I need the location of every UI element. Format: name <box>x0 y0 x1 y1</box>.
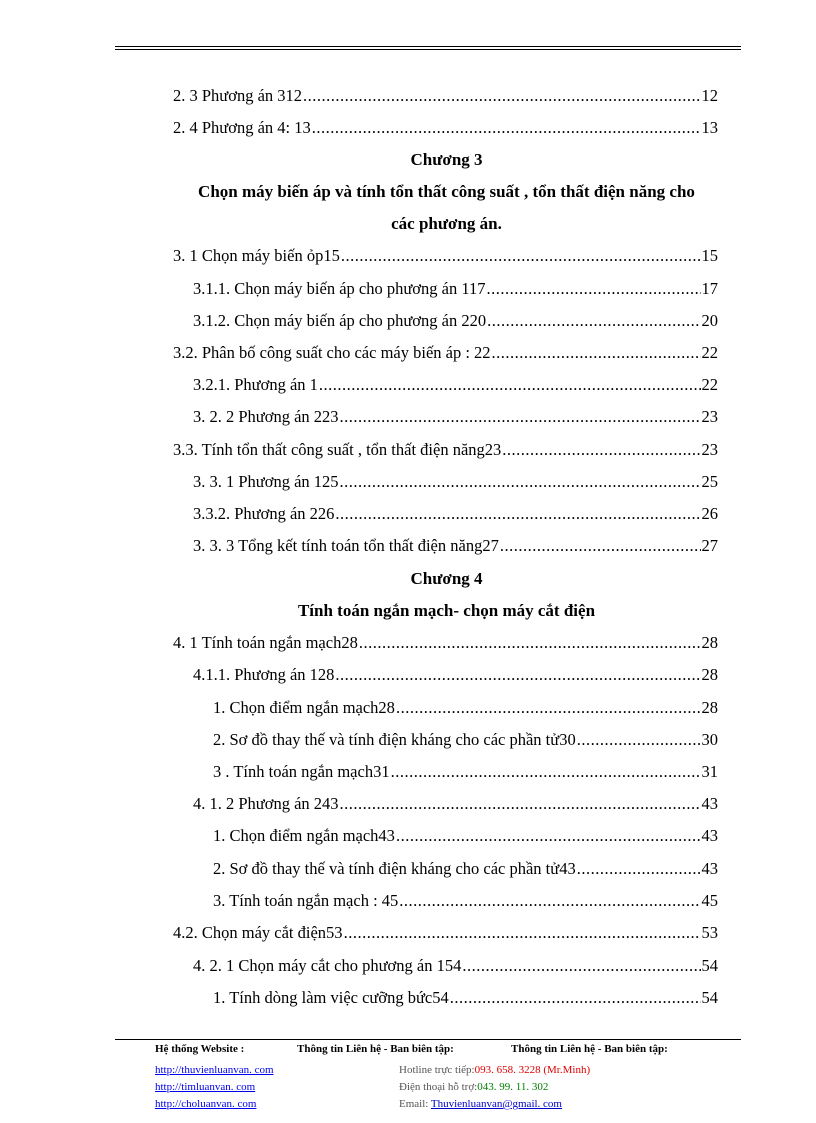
toc-entry-page: 23 <box>701 440 718 459</box>
toc-entry-title: 2. 4 Phương án 4: 13 <box>173 118 311 137</box>
toc-entry[interactable] <box>213 762 718 782</box>
toc-entry-title: 2. Sơ đồ thay thế và tính điện kháng cho các phần tử43 <box>213 859 576 878</box>
footer-contact-header-2: Thông tin Liên hệ - Ban biên tập: <box>511 1043 668 1055</box>
footer-email <box>399 1098 562 1110</box>
toc-entry[interactable] <box>213 826 718 846</box>
toc-entry-title: 3. 3. 1 Phương án 125 <box>193 472 339 491</box>
chapter-4-title: Tính toán ngắn mạch- chọn máy cắt điện <box>297 601 596 620</box>
toc-entry[interactable] <box>193 407 718 427</box>
toc-entry[interactable] <box>193 311 718 331</box>
toc-entry-title: 3. 2. 2 Phương án 223 <box>193 407 339 426</box>
toc-entry-page: 28 <box>701 633 718 652</box>
footer-contact-header: Thông tin Liên hệ - Ban biên tập: <box>297 1043 454 1055</box>
toc-entry-page: 22 <box>701 375 718 394</box>
toc-entry[interactable] <box>173 86 718 106</box>
toc-entry-title: 3.2.1. Phương án 1 <box>193 375 318 394</box>
toc-entry-page: 28 <box>701 665 718 684</box>
toc-entry[interactable] <box>193 375 718 395</box>
footer-hotline <box>399 1064 590 1076</box>
toc-entry[interactable] <box>213 698 718 718</box>
email-label: Email: <box>399 1098 429 1110</box>
toc-entry-title: 3 . Tính toán ngắn mạch31 <box>213 762 390 781</box>
toc-entry-page: 12 <box>701 86 718 105</box>
toc-entry-title: 4.1.1. Phương án 128 <box>193 665 335 684</box>
chapter-3-title-line2: các phương án. <box>391 214 502 233</box>
hotline-label: Hotline trực tiếp: <box>399 1064 475 1076</box>
phone-value: 043. 99. 11. 302 <box>477 1081 549 1093</box>
toc-entry-page: 54 <box>701 988 718 1007</box>
email-link[interactable]: Thuvienluanvan@gmail. com <box>430 1098 562 1110</box>
toc-entry-title: 3. 1 Chọn máy biến ỏp15 <box>173 246 340 265</box>
toc-entry-page: 54 <box>701 956 718 975</box>
chapter-3-label: Chương 3 <box>410 150 483 169</box>
chapter-4-label: Chương 4 <box>410 569 483 588</box>
toc-entry-title: 4. 1 Tính toán ngắn mạch28 <box>173 633 358 652</box>
toc-entry[interactable] <box>193 504 718 524</box>
toc-entry[interactable] <box>173 440 718 460</box>
header-rule-bottom <box>115 49 741 50</box>
toc-entry[interactable] <box>173 343 718 363</box>
toc-entry-page: 53 <box>701 923 718 942</box>
toc-entry-title: 1. Chọn điểm ngắn mạch43 <box>213 826 395 845</box>
hotline-value: 093. 658. 3228 (Mr.Minh) <box>474 1064 591 1076</box>
toc-entry-title: 3.1.2. Chọn máy biến áp cho phương án 220 <box>193 311 487 330</box>
toc-entry[interactable] <box>173 923 718 943</box>
toc-entry-page: 22 <box>701 343 718 362</box>
footer-phone <box>399 1081 548 1093</box>
chapter-3-title-line1: Chọn máy biến áp và tính tổn thất công suất , tổn thất điện năng cho <box>198 182 695 201</box>
toc-entry-page: 43 <box>701 859 718 878</box>
footer-site-link[interactable]: http://thuvienluanvan. com <box>155 1064 274 1076</box>
toc-entry[interactable] <box>193 536 718 556</box>
toc-entry-page: 28 <box>701 698 718 717</box>
toc-entry[interactable] <box>213 891 718 911</box>
toc-entry-page: 23 <box>701 407 718 426</box>
toc-entry-title: 3.2. Phân bố công suất cho các máy biến áp : 22 <box>173 343 491 362</box>
footer-site-link[interactable]: http://timluanvan. com <box>155 1081 256 1093</box>
toc-entry[interactable] <box>213 859 718 879</box>
toc-entry-title: 4. 2. 1 Chọn máy cắt cho phương án 154 <box>193 956 462 975</box>
footer-websites-header: Hệ thống Website : <box>155 1043 245 1055</box>
toc-entry-title: 1. Tính dòng làm việc cưỡng bức54 <box>213 988 449 1007</box>
toc-entry-title: 3.1.1. Chọn máy biến áp cho phương án 117 <box>193 279 486 298</box>
toc-entry-title: 2. 3 Phương án 312 <box>173 86 303 105</box>
toc-entry-title: 2. Sơ đồ thay thế và tính điện kháng cho các phần tử30 <box>213 730 576 749</box>
toc-entry[interactable] <box>213 730 718 750</box>
toc-entry-page: 45 <box>701 891 718 910</box>
toc-entry-page: 30 <box>701 730 718 749</box>
toc-entry[interactable] <box>193 279 718 299</box>
toc-entry-page: 13 <box>701 118 718 137</box>
toc-entry[interactable] <box>173 118 718 138</box>
toc-entry-page: 43 <box>701 794 718 813</box>
toc-entry-page: 26 <box>701 504 718 523</box>
toc-entry[interactable] <box>193 472 718 492</box>
toc-entry-title: 1. Chọn điểm ngắn mạch28 <box>213 698 395 717</box>
toc-entry-title: 3. 3. 3 Tổng kết tính toán tổn thất điện năng27 <box>193 536 499 555</box>
footer-site-link[interactable]: http://choluanvan. com <box>155 1098 257 1110</box>
toc-entry[interactable] <box>193 956 718 976</box>
toc-entry-title: 3.3.2. Phương án 226 <box>193 504 335 523</box>
toc-entry-page: 27 <box>701 536 718 555</box>
toc-entry-title: 3.3. Tính tổn thất công suất , tổn thất điện năng23 <box>173 440 502 459</box>
toc-entry[interactable] <box>213 988 718 1008</box>
toc-entry-page: 20 <box>701 311 718 330</box>
footer-rule <box>115 1039 741 1040</box>
toc-entry-page: 31 <box>701 762 718 781</box>
toc-entry-title: 4.2. Chọn máy cắt điện53 <box>173 923 343 942</box>
toc-entry-page: 25 <box>701 472 718 491</box>
toc-entry-page: 15 <box>701 246 718 265</box>
toc-entry[interactable] <box>193 665 718 685</box>
toc-entry[interactable] <box>173 633 718 653</box>
header-rule-top <box>115 46 741 47</box>
phone-label: Điện thoại hỗ trợ: <box>399 1081 478 1093</box>
toc-entry[interactable] <box>193 794 718 814</box>
toc-entry-title: 4. 1. 2 Phương án 243 <box>193 794 339 813</box>
toc-entry[interactable] <box>173 246 718 266</box>
toc-entry-title: 3. Tính toán ngắn mạch : 45 <box>213 891 399 910</box>
toc-entry-page: 17 <box>701 279 718 298</box>
toc-entry-page: 43 <box>701 826 718 845</box>
